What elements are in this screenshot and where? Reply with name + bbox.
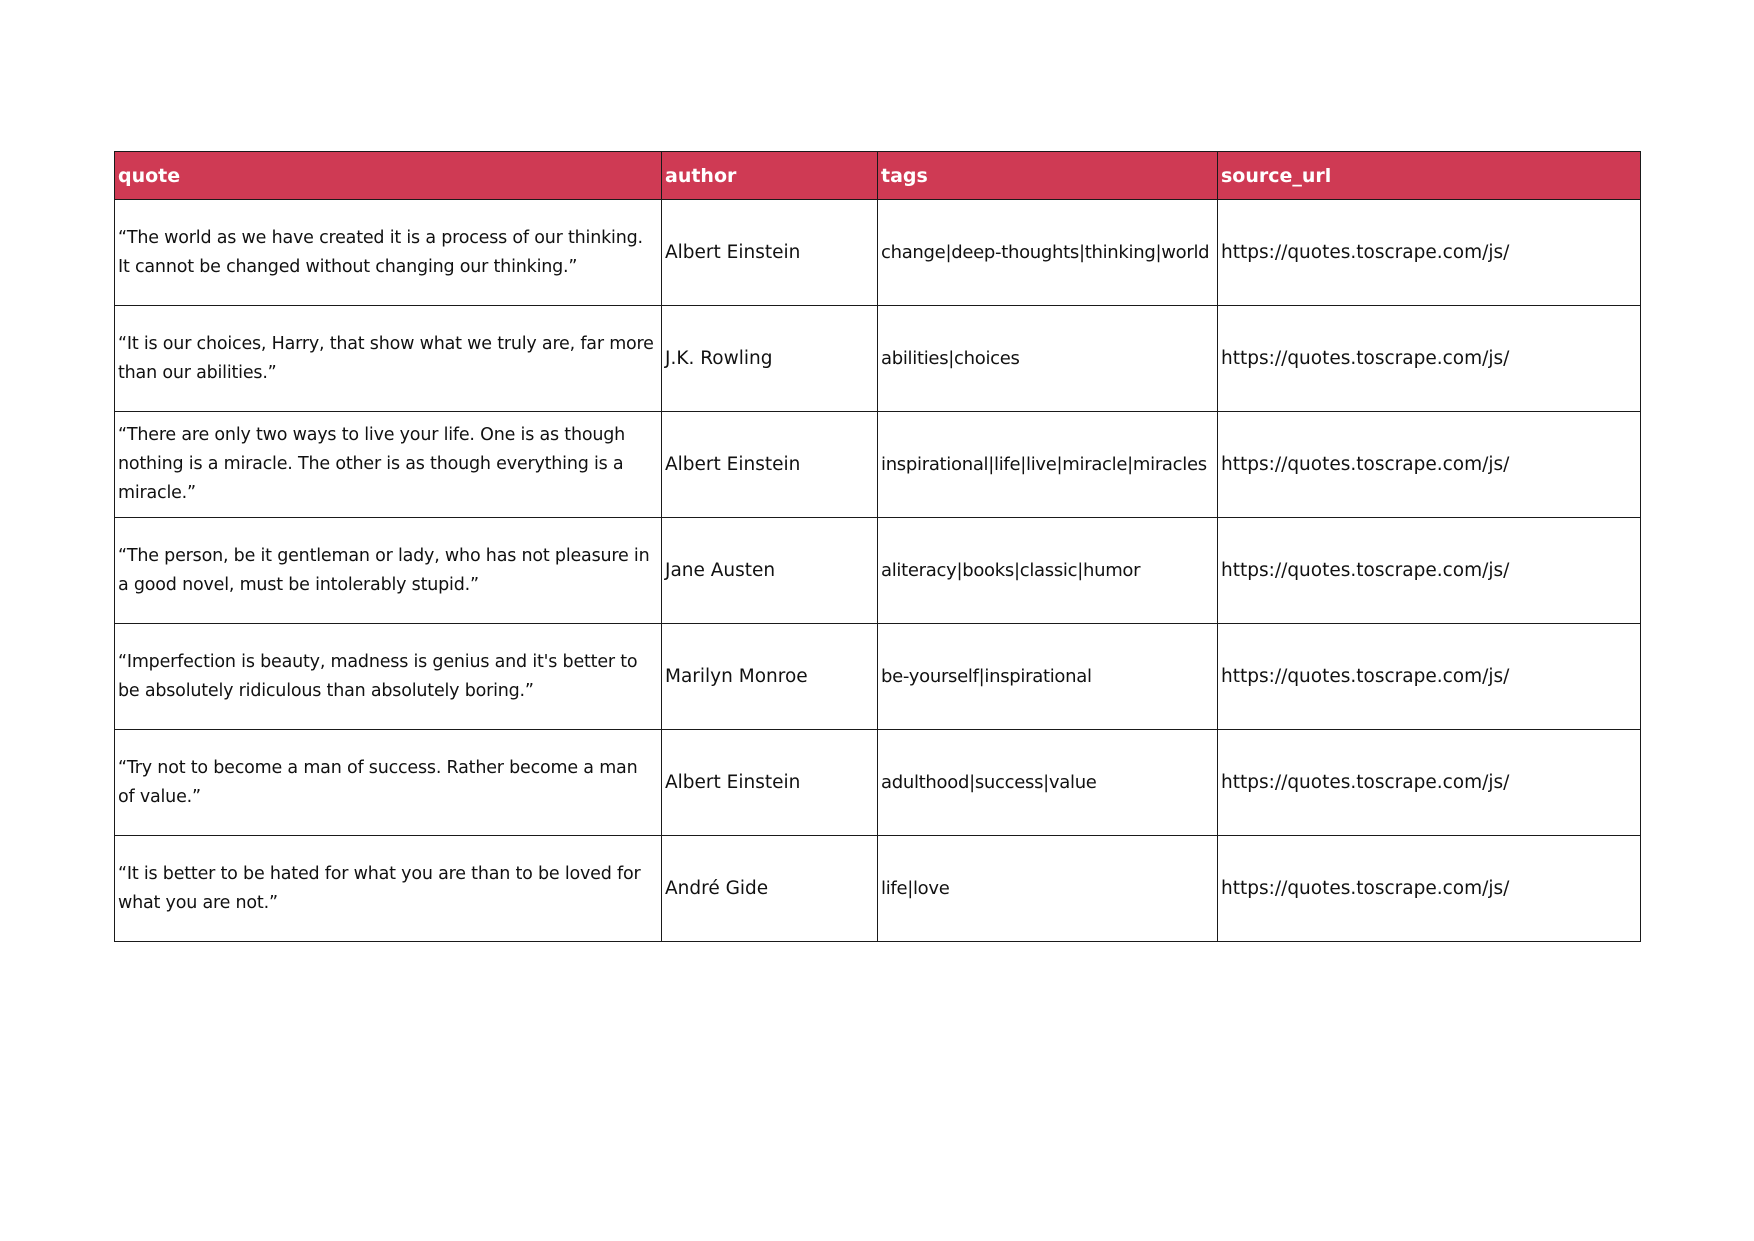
quote-cell: “Try not to become a man of success. Rather become a man of value.”: [115, 730, 662, 836]
tags-cell: change|deep-thoughts|thinking|world: [878, 200, 1218, 306]
tags-cell: aliteracy|books|classic|humor: [878, 518, 1218, 624]
quote-cell: “The world as we have created it is a process of our thinking. It cannot be changed without changing our thinking.”: [115, 200, 662, 306]
author-cell: Marilyn Monroe: [662, 624, 878, 730]
quote-cell: “The person, be it gentleman or lady, who has not pleasure in a good novel, must be intolerably stupid.”: [115, 518, 662, 624]
tags-cell: life|love: [878, 836, 1218, 942]
header-source-url: source_url: [1218, 152, 1641, 200]
author-cell: Albert Einstein: [662, 730, 878, 836]
header-row: [115, 152, 1641, 200]
quotes-sheet: [114, 151, 1641, 942]
source-url-cell: https://quotes.toscrape.com/js/: [1218, 836, 1641, 942]
author-cell: Albert Einstein: [662, 200, 878, 306]
header-author: author: [662, 152, 878, 200]
table-row: [115, 836, 1641, 942]
table-header: [115, 152, 1641, 200]
tags-cell: inspirational|life|live|miracle|miracles: [878, 412, 1218, 518]
table-row: [115, 200, 1641, 306]
source-url-cell: https://quotes.toscrape.com/js/: [1218, 200, 1641, 306]
header-tags: tags: [878, 152, 1218, 200]
source-url-cell: https://quotes.toscrape.com/js/: [1218, 518, 1641, 624]
quote-cell: “It is our choices, Harry, that show what we truly are, far more than our abilities.”: [115, 306, 662, 412]
author-cell: Albert Einstein: [662, 412, 878, 518]
author-cell: Jane Austen: [662, 518, 878, 624]
source-url-cell: https://quotes.toscrape.com/js/: [1218, 730, 1641, 836]
source-url-cell: https://quotes.toscrape.com/js/: [1218, 412, 1641, 518]
quote-cell: “There are only two ways to live your life. One is as though nothing is a miracle. The other is as though everything is a miracle.”: [115, 412, 662, 518]
table-row: [115, 624, 1641, 730]
tags-cell: adulthood|success|value: [878, 730, 1218, 836]
header-quote: quote: [115, 152, 662, 200]
quotes-table: [114, 151, 1641, 942]
table-row: [115, 412, 1641, 518]
quote-cell: “Imperfection is beauty, madness is genius and it's better to be absolutely ridiculous than absolutely boring.”: [115, 624, 662, 730]
tags-cell: be-yourself|inspirational: [878, 624, 1218, 730]
quote-cell: “It is better to be hated for what you are than to be loved for what you are not.”: [115, 836, 662, 942]
author-cell: André Gide: [662, 836, 878, 942]
tags-cell: abilities|choices: [878, 306, 1218, 412]
source-url-cell: https://quotes.toscrape.com/js/: [1218, 306, 1641, 412]
author-cell: J.K. Rowling: [662, 306, 878, 412]
table-body: [115, 200, 1641, 942]
source-url-cell: https://quotes.toscrape.com/js/: [1218, 624, 1641, 730]
table-row: [115, 306, 1641, 412]
table-row: [115, 730, 1641, 836]
table-row: [115, 518, 1641, 624]
